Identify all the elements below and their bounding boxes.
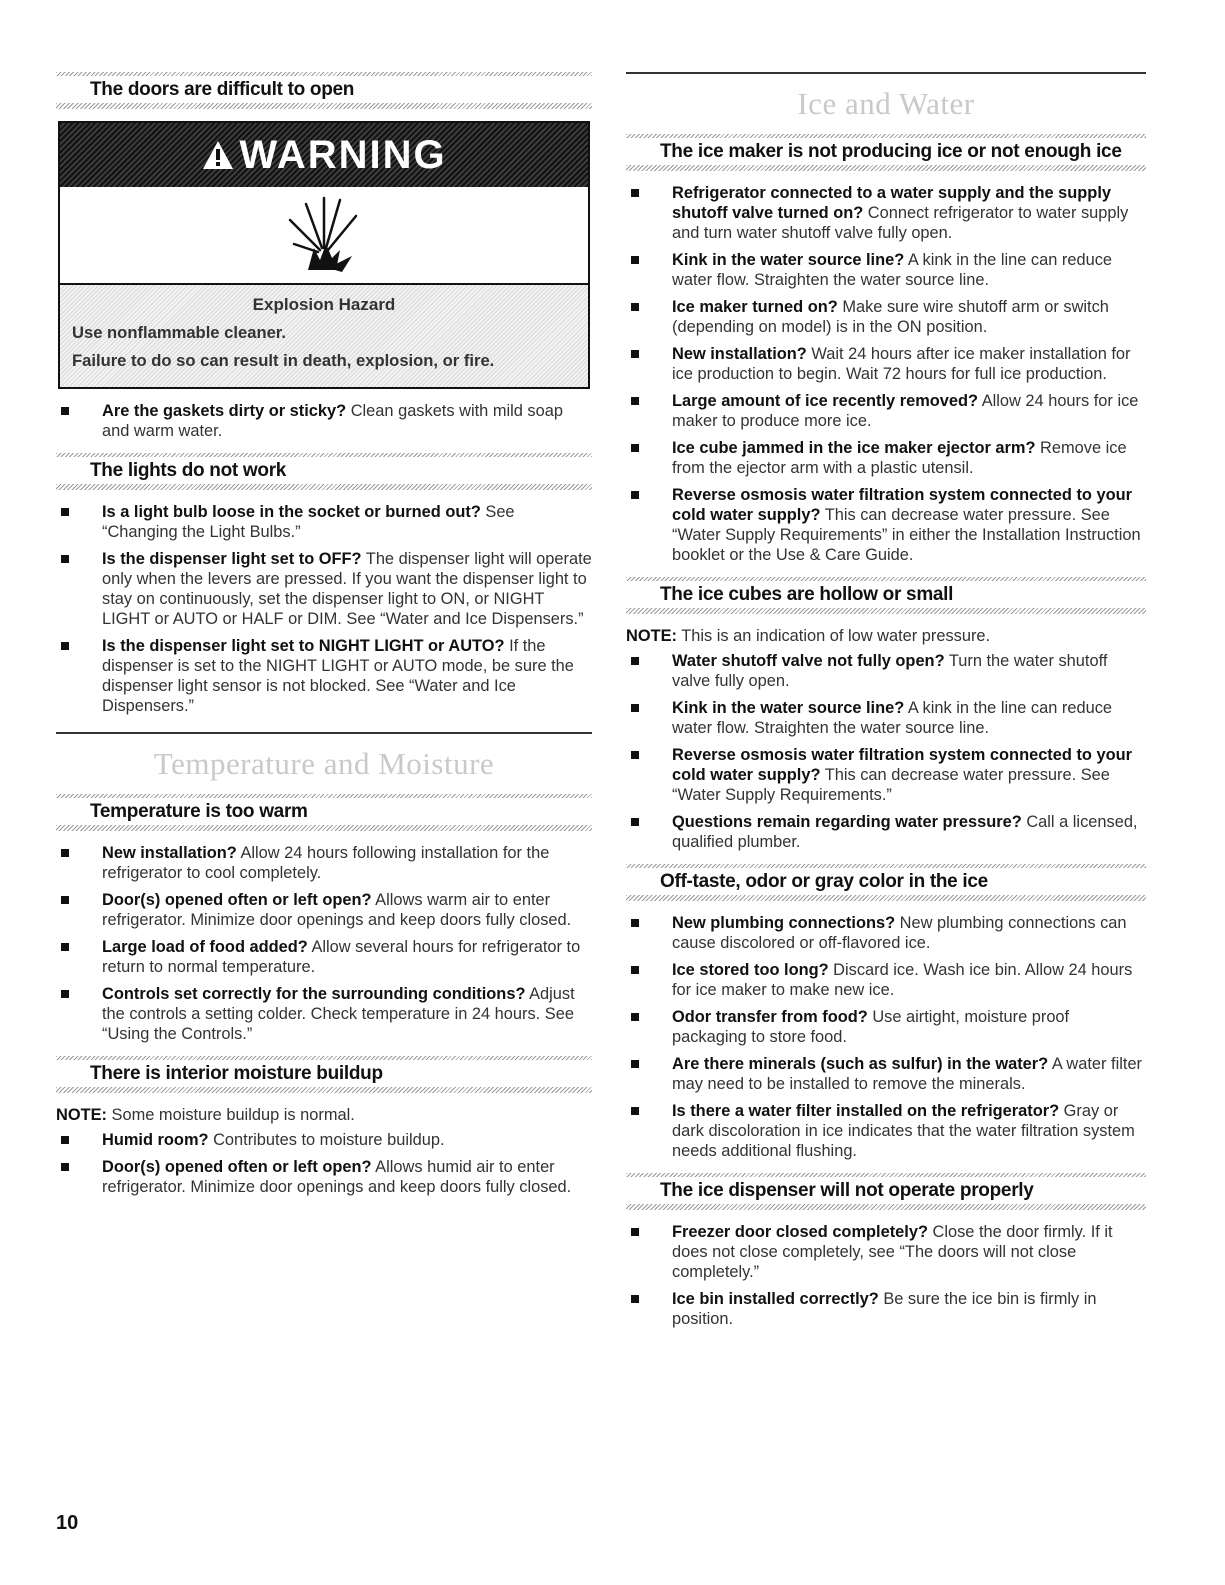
item-answer: Allow 24 hours for ice maker to produce more ice.	[672, 392, 1139, 430]
item-answer: New plumbing connections can cause discolored or off-flavored ice.	[672, 914, 1127, 952]
list-item	[56, 984, 592, 1044]
item-answer: This can decrease water pressure. See “Water Supply Requirements.”	[672, 766, 1110, 804]
section-temperature-moisture	[56, 732, 592, 794]
item-answer: Be sure the ice bin is firmly in position.	[672, 1290, 1097, 1328]
topic-too-warm	[56, 794, 592, 831]
list-item	[626, 1101, 1146, 1161]
warning-line-2: Failure to do so can result in death, explosion, or fire.	[72, 351, 495, 370]
list-item	[56, 937, 592, 977]
item-question: Door(s) opened often or left open?	[102, 891, 372, 909]
item-answer: Remove ice from the ejector arm with a plastic utensil.	[672, 439, 1127, 477]
item-answer: Connect refrigerator to water supply and turn water shutoff valve fully open.	[672, 204, 1129, 242]
topic-heading: The ice cubes are hollow or small	[660, 584, 954, 605]
warning-line-1: Use nonflammable cleaner.	[72, 323, 286, 342]
warning-message	[60, 285, 588, 387]
hazard-title: Explosion Hazard	[252, 295, 396, 314]
rule-bottom	[56, 825, 592, 831]
topic-heading: The doors are difficult to open	[90, 79, 355, 100]
item-answer: A water filter may need to be installed to remove the minerals.	[672, 1055, 1143, 1093]
item-answer: Allows warm air to enter refrigerator. Minimize door openings and keep doors fully closed.	[102, 891, 572, 929]
warning-banner	[60, 123, 588, 187]
bullet-icon	[631, 397, 639, 405]
bullet-icon	[631, 818, 639, 826]
lights-list	[56, 502, 592, 716]
item-question: Reverse osmosis water filtration system connected to your cold water supply?	[672, 486, 1132, 524]
item-question: Is the dispenser light set to OFF?	[102, 550, 362, 568]
bullet-icon	[631, 751, 639, 759]
section-title: Temperature and Moisture	[153, 746, 495, 781]
item-answer: Wait 24 hours after ice maker installation for ice production to begin. Wait 72 hours for full ice production.	[672, 345, 1131, 383]
item-question: Kink in the water source line?	[672, 699, 905, 717]
list-item	[626, 812, 1146, 852]
topic-icemaker	[626, 134, 1146, 171]
note	[626, 626, 1146, 646]
bullet-icon	[631, 303, 639, 311]
list-item	[56, 1130, 592, 1150]
item-question: Door(s) opened often or left open?	[102, 1158, 372, 1176]
item-question: Are there minerals (such as sulfur) in the water?	[672, 1055, 1049, 1073]
item-answer: The dispenser light will operate only when the levers are pressed. If you want the dispenser light to stay on continuously, set the dispenser light to ON, or NIGHT LIGHT or AUTO or HALF or DIM. See “Water and Ice Dispensers.”	[102, 550, 592, 628]
list-item	[626, 1289, 1146, 1329]
list-item	[56, 401, 592, 441]
item-question: Odor transfer from food?	[672, 1008, 868, 1026]
doors-list	[56, 401, 592, 441]
item-answer: This can decrease water pressure. See “Water Supply Requirements” in either the Installation Instruction booklet or the Use & Care Guide.	[672, 506, 1141, 564]
bullet-icon	[61, 943, 69, 951]
list-item	[626, 698, 1146, 738]
bullet-icon	[631, 1228, 639, 1236]
bullet-icon	[631, 1060, 639, 1068]
item-answer: A kink in the line can reduce water flow. Straighten the water source line.	[672, 699, 1113, 737]
hollow-list	[626, 651, 1146, 852]
bullet-icon	[61, 1136, 69, 1144]
bullet-icon	[631, 1013, 639, 1021]
moisture-list	[56, 1130, 592, 1197]
item-question: Are the gaskets dirty or sticky?	[102, 402, 347, 420]
bullet-icon	[61, 849, 69, 857]
bullet-icon	[631, 1295, 639, 1303]
list-item	[626, 1054, 1146, 1094]
list-item	[626, 438, 1146, 478]
bullet-icon	[631, 919, 639, 927]
list-item	[626, 651, 1146, 691]
rule-bottom	[56, 484, 592, 490]
bullet-icon	[631, 444, 639, 452]
list-item	[56, 549, 592, 629]
bullet-icon	[61, 555, 69, 563]
topic-dispenser	[626, 1173, 1146, 1210]
icemaker-list	[626, 183, 1146, 565]
item-question: Large amount of ice recently removed?	[672, 392, 979, 410]
item-answer: Gray or dark discoloration in ice indicates that the water filtration system needs additional flushing.	[672, 1102, 1135, 1160]
bullet-icon	[631, 704, 639, 712]
list-item	[56, 843, 592, 883]
item-question: Is a light bulb loose in the socket or burned out?	[102, 503, 481, 521]
list-item	[626, 913, 1146, 953]
item-question: New installation?	[672, 345, 807, 363]
item-question: Ice cube jammed in the ice maker ejector arm?	[672, 439, 1036, 457]
list-item	[56, 890, 592, 930]
topic-offtaste	[626, 864, 1146, 901]
bullet-icon	[631, 189, 639, 197]
bullet-icon	[631, 966, 639, 974]
item-answer: A kink in the line can reduce water flow. Straighten the water source line.	[672, 251, 1113, 289]
item-answer: Clean gaskets with mild soap and warm water.	[102, 402, 563, 440]
explosion-icon	[284, 190, 364, 281]
item-question: Is there a water filter installed on the refrigerator?	[672, 1102, 1060, 1120]
bullet-icon	[631, 256, 639, 264]
topic-moisture	[56, 1056, 592, 1093]
item-answer: Adjust the controls a setting colder. Check temperature in 24 hours. See “Using the Controls.”	[102, 985, 575, 1043]
topic-heading: The lights do not work	[90, 460, 287, 481]
item-answer: If the dispenser is set to the NIGHT LIGHT or AUTO mode, be sure the dispenser light sensor is not blocked. See “Water and Ice Dispensers.”	[102, 637, 574, 715]
list-item	[626, 745, 1146, 805]
item-answer: Use airtight, moisture proof packaging to store food.	[672, 1008, 1070, 1046]
dispenser-list	[626, 1222, 1146, 1329]
rule-bottom	[626, 895, 1146, 901]
item-question: Reverse osmosis water filtration system connected to your cold water supply?	[672, 746, 1132, 784]
right-column	[626, 72, 1146, 1336]
list-item	[56, 502, 592, 542]
rule-bottom	[626, 608, 1146, 614]
rule-bottom	[626, 1204, 1146, 1210]
item-answer: Contributes to moisture buildup.	[208, 1131, 445, 1149]
item-answer: Allow 24 hours following installation for the refrigerator to cool completely.	[102, 844, 550, 882]
warning-box	[58, 121, 590, 389]
topic-heading: The ice maker is not producing ice or not enough ice	[660, 141, 1122, 162]
item-question: Ice stored too long?	[672, 961, 829, 979]
item-question: Controls set correctly for the surrounding conditions?	[102, 985, 526, 1003]
bullet-icon	[61, 896, 69, 904]
topic-hollow	[626, 577, 1146, 614]
warning-banner-text: WARNING	[239, 132, 447, 177]
item-question: Freezer door closed completely?	[672, 1223, 928, 1241]
item-question: Water shutoff valve not fully open?	[672, 652, 945, 670]
note-text: Some moisture buildup is normal.	[107, 1106, 355, 1124]
list-item	[56, 1157, 592, 1197]
list-item	[626, 960, 1146, 1000]
rule-bottom	[56, 1087, 592, 1093]
bullet-icon	[61, 407, 69, 415]
item-answer: Allow several hours for refrigerator to return to normal temperature.	[102, 938, 581, 976]
item-question: Kink in the water source line?	[672, 251, 905, 269]
page-number: 10	[56, 1512, 79, 1534]
note	[56, 1105, 592, 1125]
item-question: New plumbing connections?	[672, 914, 896, 932]
list-item	[626, 297, 1146, 337]
item-question: Ice bin installed correctly?	[672, 1290, 879, 1308]
list-item	[626, 391, 1146, 431]
note-label: NOTE:	[56, 1106, 107, 1124]
item-question: Large load of food added?	[102, 938, 308, 956]
item-answer: Call a licensed, qualified plumber.	[672, 813, 1138, 851]
left-column	[56, 72, 592, 1204]
topic-doors	[56, 72, 592, 109]
topic-heading: There is interior moisture buildup	[90, 1063, 383, 1084]
offtaste-list	[626, 913, 1146, 1161]
note-text: This is an indication of low water pressure.	[677, 627, 991, 645]
rule-bottom	[626, 165, 1146, 171]
topic-heading: Temperature is too warm	[90, 801, 308, 822]
bullet-icon	[631, 1107, 639, 1115]
topic-lights	[56, 453, 592, 490]
explosion-icon-area	[60, 187, 588, 285]
bullet-icon	[61, 508, 69, 516]
item-answer: Allows humid air to enter refrigerator. Minimize door openings and keep doors fully closed.	[102, 1158, 572, 1196]
item-question: Humid room?	[102, 1131, 209, 1149]
bullet-icon	[61, 642, 69, 650]
rule-bottom	[56, 103, 592, 109]
item-question: Refrigerator connected to a water supply and the supply shutoff valve turned on?	[672, 184, 1111, 222]
section-title: Ice and Water	[797, 86, 975, 121]
bullet-icon	[631, 491, 639, 499]
item-answer: Discard ice. Wash ice bin. Allow 24 hours for ice maker to make new ice.	[672, 961, 1133, 999]
item-question: Is the dispenser light set to NIGHT LIGHT or AUTO?	[102, 637, 505, 655]
list-item	[626, 1007, 1146, 1047]
item-answer: Turn the water shutoff valve fully open.	[672, 652, 1108, 690]
item-answer: Close the door firmly. If it does not close completely, see “The doors will not close completely.”	[672, 1223, 1113, 1281]
bullet-icon	[61, 1163, 69, 1171]
list-item	[56, 636, 592, 716]
section-ice-water	[626, 72, 1146, 134]
item-question: New installation?	[102, 844, 237, 862]
item-answer: Make sure wire shutoff arm or switch (depending on model) is in the ON position.	[672, 298, 1109, 336]
topic-heading: Off-taste, odor or gray color in the ice	[660, 871, 988, 892]
bullet-icon	[61, 990, 69, 998]
warm-list	[56, 843, 592, 1044]
note-label: NOTE:	[626, 627, 677, 645]
warning-triangle-icon	[201, 139, 235, 171]
item-answer: See “Changing the Light Bulbs.”	[102, 503, 515, 541]
item-question: Questions remain regarding water pressure?	[672, 813, 1022, 831]
item-question: Ice maker turned on?	[672, 298, 838, 316]
bullet-icon	[631, 350, 639, 358]
list-item	[626, 250, 1146, 290]
list-item	[626, 485, 1146, 565]
bullet-icon	[631, 657, 639, 665]
list-item	[626, 1222, 1146, 1282]
topic-heading: The ice dispenser will not operate properly	[660, 1180, 1034, 1201]
list-item	[626, 344, 1146, 384]
list-item	[626, 183, 1146, 243]
